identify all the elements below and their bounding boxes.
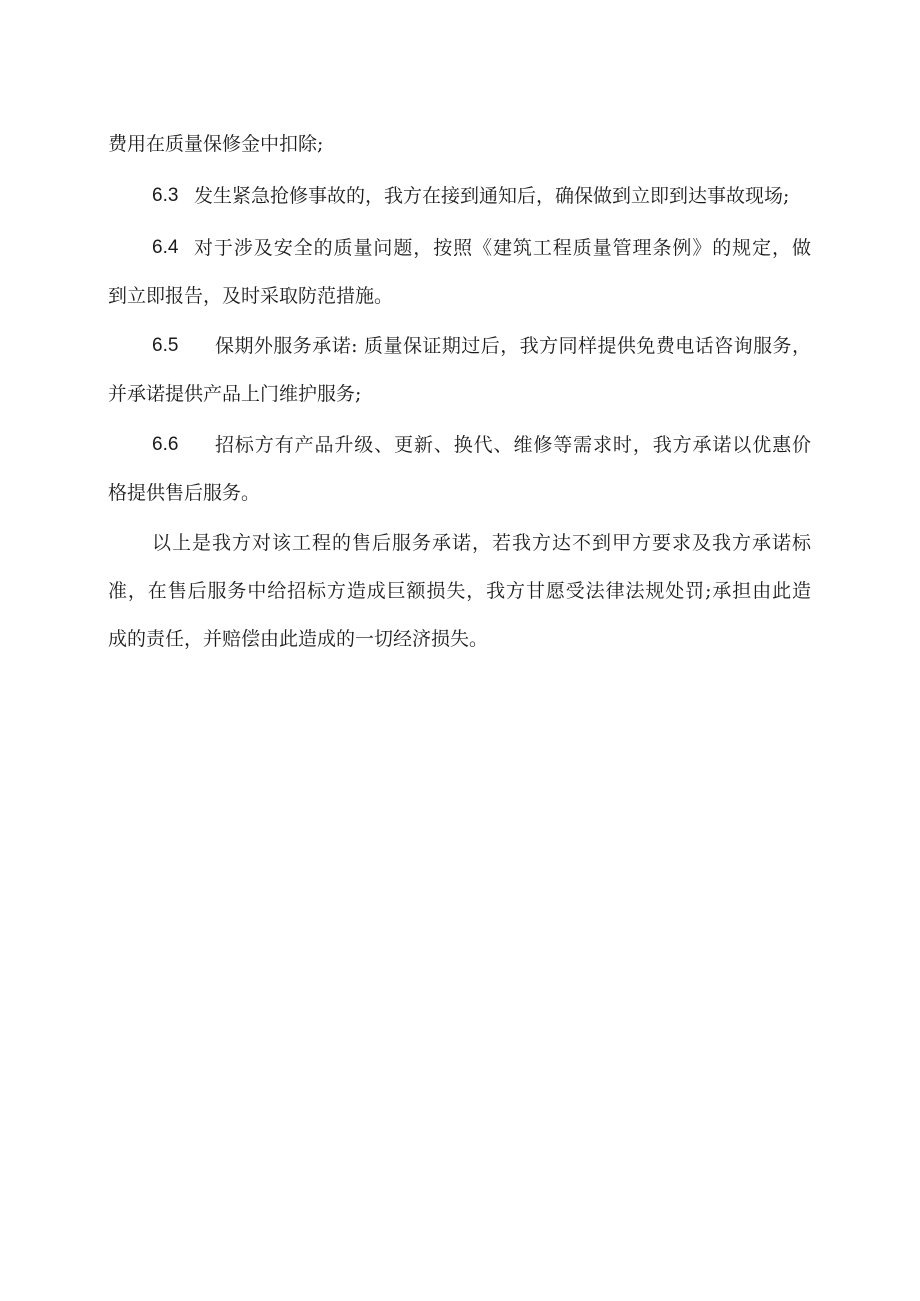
item-6-6-line-1: 招标方有产品升级、更新、换代、维修等需求时，我方承诺以优惠价	[215, 434, 811, 456]
item-6-6-line-2: 格提供售后服务。	[108, 482, 261, 504]
item-number-6-5: 6.5	[152, 335, 179, 356]
item-number-6-6: 6.6	[152, 434, 179, 455]
closing-line-2: 准，在售后服务中给招标方造成巨额损失，我方甘愿受法律法规处罚;承担由此造	[108, 580, 811, 602]
closing-line-1: 以上是我方对该工程的售后服务承诺，若我方达不到甲方要求及我方承诺标	[152, 532, 811, 554]
item-6-5-line-2: 并承诺提供产品上门维护服务;	[108, 383, 362, 405]
item-6-3-line-1: 发生紧急抢修事故的，我方在接到通知后，确保做到立即到达事故现场;	[194, 185, 790, 207]
item-6-5-line-1: 保期外服务承诺: 质量保证期过后，我方同样提供免费电话咨询服务，	[215, 335, 811, 357]
item-number-6-4: 6.4	[152, 237, 179, 258]
item-6-4-line-1: 对于涉及安全的质量问题，按照《建筑工程质量管理条例》的规定，做	[194, 237, 811, 259]
item-number-6-3: 6.3	[152, 185, 179, 206]
continuation-text: 费用在质量保修金中扣除;	[108, 133, 324, 155]
closing-line-3: 成的责任，并赔偿由此造成的一切经济损失。	[108, 628, 489, 650]
item-6-4-line-2: 到立即报告，及时采取防范措施。	[108, 285, 394, 307]
